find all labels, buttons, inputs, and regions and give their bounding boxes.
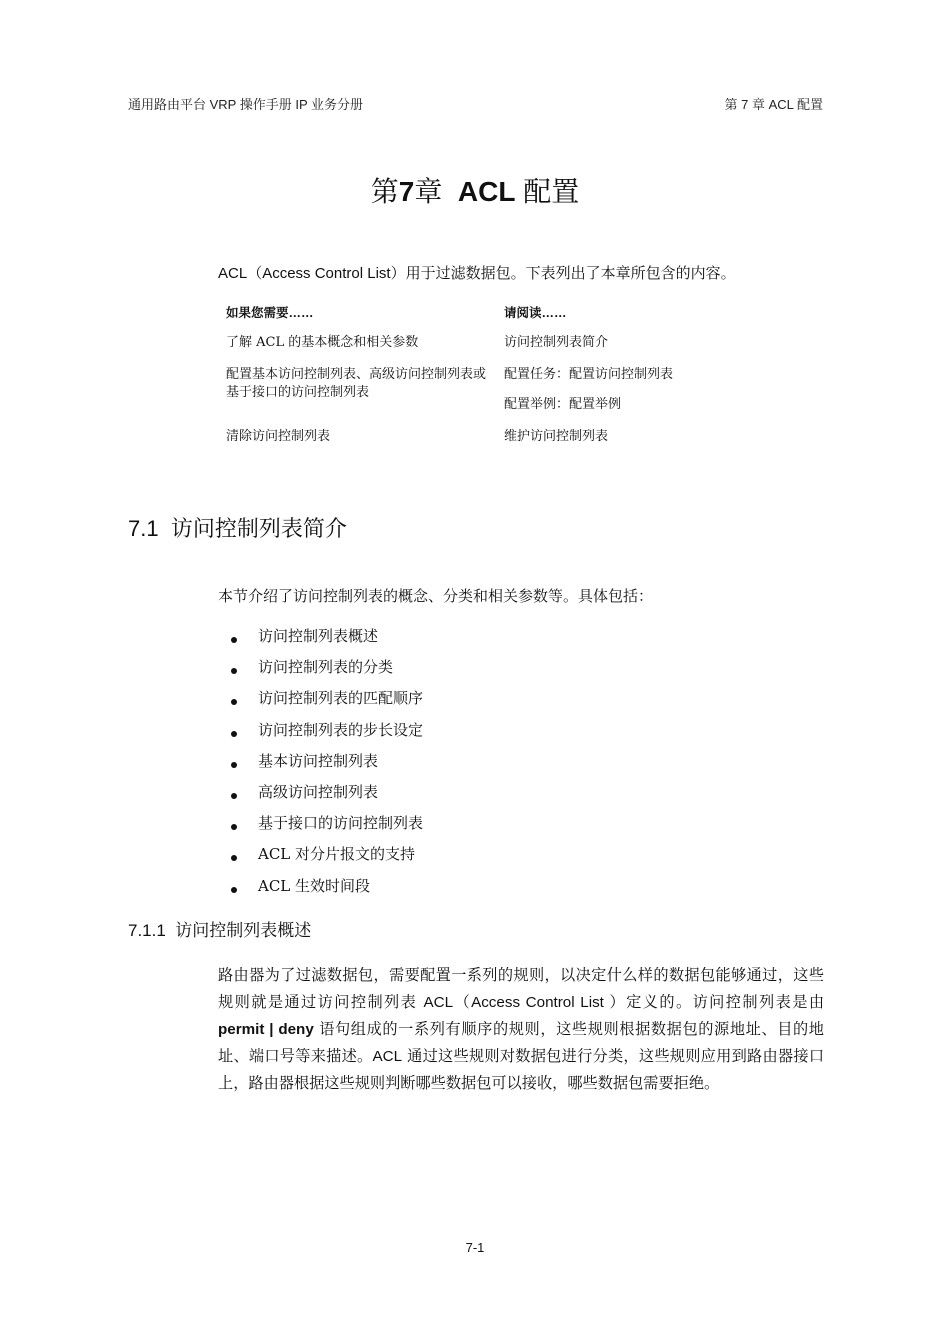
para-acl-term: ACL（Access Control List ） [423, 994, 627, 1011]
table-row [218, 360, 824, 422]
guide-col1-header: 如果您需要…… [226, 306, 314, 320]
bullet-link[interactable]: 访问控制列表的步长设定 [258, 720, 424, 739]
chapter-number: 7 [398, 176, 415, 207]
guide-read-cell [496, 428, 824, 446]
running-header-right: 第 7 章 ACL 配置 [724, 97, 823, 112]
deny-keyword: deny [278, 1021, 314, 1038]
guide-need: 配置基本访问控制列表、高级访问控制列表或基于接口的访问控制列表 [226, 367, 487, 400]
bullet-link[interactable]: 访问控制列表的分类 [258, 658, 394, 677]
intro-acl: ACL [218, 265, 248, 282]
chapter-title [0, 170, 950, 210]
bullet-icon [231, 887, 237, 893]
section-name: 访问控制列表简介 [170, 516, 347, 541]
page-number: 7-1 [465, 1240, 485, 1255]
table-row [218, 422, 824, 454]
guide-col2-header: 请阅读…… [504, 306, 567, 320]
guide-read-cell [496, 334, 824, 352]
running-header-left: 通用路由平台 VRP 操作手册 IP 业务分册 [128, 97, 363, 112]
reading-guide-table [218, 298, 824, 454]
subsection-name: 访问控制列表概述 [175, 921, 312, 940]
guide-header-row [218, 298, 824, 328]
bullet-link[interactable]: 基本访问控制列表 [258, 751, 379, 770]
list-item [218, 620, 423, 651]
guide-read-link[interactable]: 配置任务：配置访问控制列表 [504, 367, 674, 382]
subsection-paragraph [218, 962, 824, 1097]
guide-read-cell [496, 366, 824, 414]
bullet-link[interactable]: 访问控制列表的匹配顺序 [258, 689, 424, 708]
chapter-acl: ACL [457, 176, 516, 207]
bullet-link[interactable]: 基于接口的访问控制列表 [258, 814, 424, 833]
list-item [218, 870, 423, 901]
table-row [218, 328, 824, 360]
list-item [218, 838, 423, 869]
section-intro: 本节介绍了访问控制列表的概念、分类和相关参数等。具体包括： [218, 587, 654, 605]
intro-paren: （Access Control List） [247, 265, 406, 282]
list-item [218, 651, 423, 682]
list-item [218, 714, 423, 745]
list-item [218, 682, 423, 713]
guide-read-link[interactable]: 维护访问控制列表 [504, 429, 609, 444]
para-acl-abbr: ACL [372, 1048, 403, 1065]
guide-need: 清除访问控制列表 [226, 429, 331, 444]
para-part-1: 路由器为了过滤数据包，需要配置一系列的规则，以决定什么样的数据包能够通过，这些规则就是通过访问控制列表 [218, 966, 824, 1011]
list-item [218, 776, 423, 807]
para-part-3: 语句组成的一系列有顺序的规则，这些规则根据数据包的源地址、目的地址、端口号等来描述。 [218, 1020, 824, 1065]
bullet-icon [231, 793, 237, 799]
section-bullet-list [218, 620, 423, 901]
guide-need: 了解 ACL 的基本概念和相关参数 [226, 335, 419, 350]
keyword-separator: | [264, 1021, 279, 1038]
permit-keyword: permit [218, 1021, 265, 1038]
bullet-link[interactable]: ACL 生效时间段 [258, 876, 371, 895]
section-title [128, 512, 347, 543]
chapter-name: 配置 [523, 176, 580, 207]
para-part-4: 通过这些规则对数据包进行分类，这些规则应用到路由器接口上，路由器根据这些规则判断哪些数据包可以接收，哪些数据包需要拒绝。 [218, 1047, 825, 1092]
bullet-icon [231, 731, 237, 737]
bullet-icon [231, 762, 237, 768]
section-number: 7.1 [128, 516, 159, 541]
guide-read-link[interactable]: 配置举例：配置举例 [504, 397, 622, 412]
bullet-link[interactable]: 访问控制列表概述 [258, 627, 379, 646]
chapter-intro [218, 262, 736, 283]
guide-read-link[interactable]: 访问控制列表简介 [504, 335, 609, 350]
subsection-title [128, 916, 311, 941]
subsection-number: 7.1.1 [128, 921, 166, 940]
chapter-suffix: 章 [414, 176, 443, 207]
para-part-2: 定义的。访问控制列表是由 [626, 993, 825, 1011]
bullet-link[interactable]: ACL 对分片报文的支持 [258, 845, 416, 864]
list-item [218, 807, 423, 838]
intro-rest: 用于过滤数据包。下表列出了本章所包含的内容。 [405, 264, 736, 282]
bullet-link[interactable]: 高级访问控制列表 [258, 783, 379, 802]
list-item [218, 745, 423, 776]
chapter-prefix: 第 [370, 176, 399, 207]
bullet-icon [231, 637, 237, 643]
